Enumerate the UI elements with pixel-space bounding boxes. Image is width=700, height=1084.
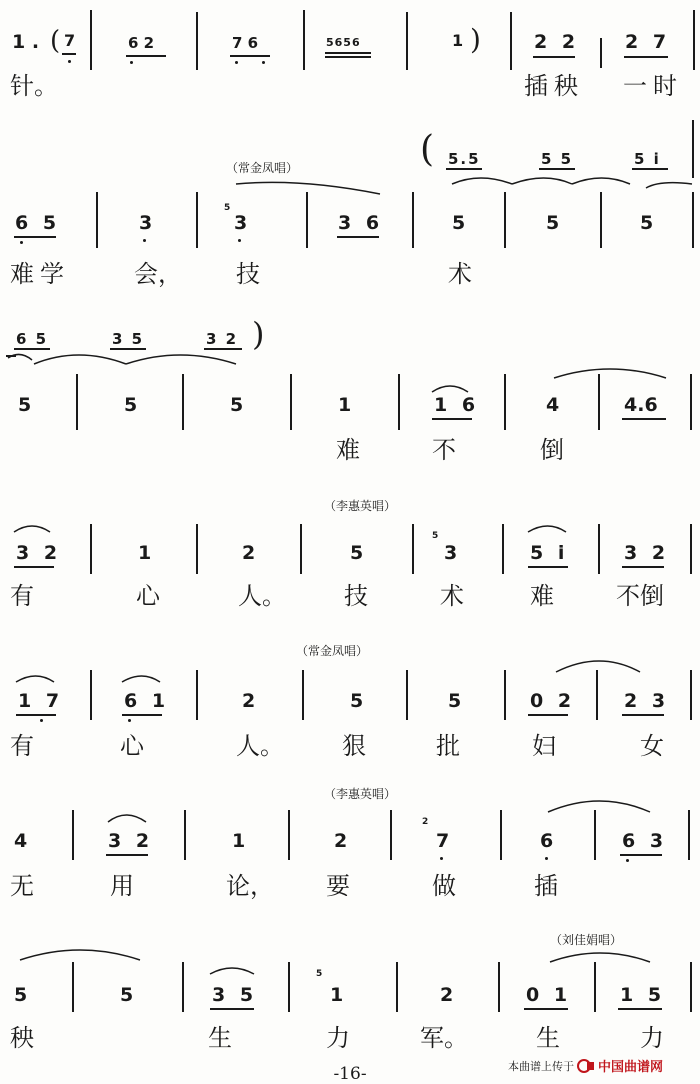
note: 6: [540, 830, 554, 852]
lyric: 要: [326, 872, 350, 900]
grace-note: 5: [316, 969, 323, 979]
underline: [210, 1008, 254, 1010]
note: 5: [350, 690, 364, 712]
lyric: 生: [536, 1024, 560, 1052]
note: 6 5: [15, 212, 61, 234]
upload-note: 本曲谱上传于: [508, 1059, 574, 1073]
note: 3: [234, 212, 248, 234]
note: 3 2: [16, 542, 62, 564]
note: 2: [440, 984, 454, 1006]
lyric: 做: [432, 872, 456, 900]
upper-note: 5 5: [541, 150, 574, 168]
note: 3: [444, 542, 458, 564]
lyric: 无: [10, 872, 34, 900]
note: 2 7: [625, 31, 671, 53]
note: 1: [138, 542, 152, 564]
lyric: 技: [344, 582, 368, 610]
lyric: 不: [432, 436, 456, 464]
lyric: 插: [534, 872, 558, 900]
lyric: 术: [440, 582, 464, 610]
barline: [288, 962, 290, 1012]
note: 5: [448, 690, 462, 712]
note: 3 2: [108, 830, 154, 852]
barline: [396, 962, 398, 1012]
lyric: 人。: [238, 582, 286, 610]
note: 5: [452, 212, 466, 234]
note: 1 6: [434, 394, 480, 416]
note: 1 7: [18, 690, 64, 712]
upper-note: 5 i: [634, 150, 661, 168]
lyric: 妇: [532, 732, 556, 760]
note: 5: [640, 212, 654, 234]
note: 6 1: [124, 690, 170, 712]
lyric: 有: [10, 732, 34, 760]
site-name: 中国曲谱网: [598, 1060, 664, 1075]
note: 5: [120, 984, 134, 1006]
lyric: 技: [236, 260, 260, 288]
lyric: 会，: [134, 260, 182, 288]
note: 5: [18, 394, 32, 416]
page-number: -16-: [333, 1064, 367, 1084]
note: 2: [334, 830, 348, 852]
lyric: 力: [326, 1024, 350, 1052]
lyric: 力: [640, 1024, 664, 1052]
barline: [594, 962, 596, 1012]
lyric: 插秧: [524, 72, 584, 100]
barline: [690, 962, 692, 1012]
note: 6 3: [622, 830, 668, 852]
paren-close: ): [252, 315, 265, 353]
note: 5656: [326, 36, 361, 49]
note: 5: [124, 394, 138, 416]
lyric: 用: [110, 872, 134, 900]
barline: [182, 962, 184, 1012]
lyric: 人。: [236, 732, 284, 760]
lyric: 批: [436, 732, 460, 760]
singer-label: （常金凤唱）: [296, 644, 369, 658]
note: 7: [436, 830, 450, 852]
upper-note: 5.5: [448, 150, 481, 168]
lyric: 难: [336, 436, 360, 464]
note: 2 3: [624, 690, 670, 712]
note: 3 5: [212, 984, 258, 1006]
note: 5: [350, 542, 364, 564]
note: 7 6: [232, 34, 259, 52]
note: 2: [242, 690, 256, 712]
lyric: 不倒: [616, 582, 664, 610]
note: 0 1: [526, 984, 572, 1006]
lyric: 难: [530, 582, 554, 610]
note: 0 2: [530, 690, 576, 712]
note: 1: [330, 984, 344, 1006]
barline: [72, 962, 74, 1012]
lyric: 难学: [10, 260, 70, 288]
note: 5: [230, 394, 244, 416]
lyric: 术: [448, 260, 472, 288]
lyric: 心: [120, 732, 144, 760]
lyric: 生: [208, 1024, 232, 1052]
upload-watermark[interactable]: [508, 1056, 663, 1075]
singer-label: （李惠英唱）: [324, 787, 397, 801]
note: 1 .: [12, 31, 40, 53]
note: 4.6: [624, 394, 658, 416]
note: 5 i: [530, 542, 569, 564]
note: 3: [139, 212, 153, 234]
lyric: 女: [640, 732, 664, 760]
note: 1: [452, 31, 464, 50]
lyric: 有: [10, 582, 34, 610]
lyric: 论，: [226, 872, 274, 900]
note: 7: [64, 31, 76, 50]
paren-close: ): [470, 23, 481, 56]
paren-open: (: [50, 26, 61, 56]
lyric: 心: [136, 582, 160, 610]
note: 5: [14, 984, 28, 1006]
upper-note: 3 5: [112, 330, 145, 348]
note: 1: [338, 394, 352, 416]
note: 3 6: [338, 212, 384, 234]
barline: [498, 962, 500, 1012]
site-logo-icon: [577, 1059, 595, 1073]
grace-note: 5: [224, 203, 231, 213]
paren-open: (: [420, 129, 435, 170]
note: 1 5: [620, 984, 666, 1006]
note: 6 2: [128, 34, 155, 52]
upper-note: 3 2: [206, 330, 239, 348]
note: 4: [14, 830, 28, 852]
lyric: 倒: [540, 436, 564, 464]
note: 1: [232, 830, 246, 852]
upper-note: 6 5: [16, 330, 49, 348]
note: 4: [546, 394, 560, 416]
note: 2: [242, 542, 256, 564]
note: 5: [546, 212, 560, 234]
underline: [524, 1008, 568, 1010]
underline: [618, 1008, 662, 1010]
lyric: 狠: [342, 732, 366, 760]
grace-note: 2: [422, 817, 429, 827]
note: 3 2: [624, 542, 670, 564]
lyric: 秧: [10, 1024, 34, 1052]
lyric: 一时: [623, 72, 683, 100]
singer-label: （刘佳娟唱）: [550, 933, 623, 947]
lyric: 军。: [420, 1024, 468, 1052]
grace-note: 5: [432, 531, 439, 541]
lyric: 针。: [10, 72, 58, 100]
note: 2 2: [534, 31, 580, 53]
singer-label: （李惠英唱）: [324, 499, 397, 513]
singer-label: （常金凤唱）: [226, 161, 299, 175]
